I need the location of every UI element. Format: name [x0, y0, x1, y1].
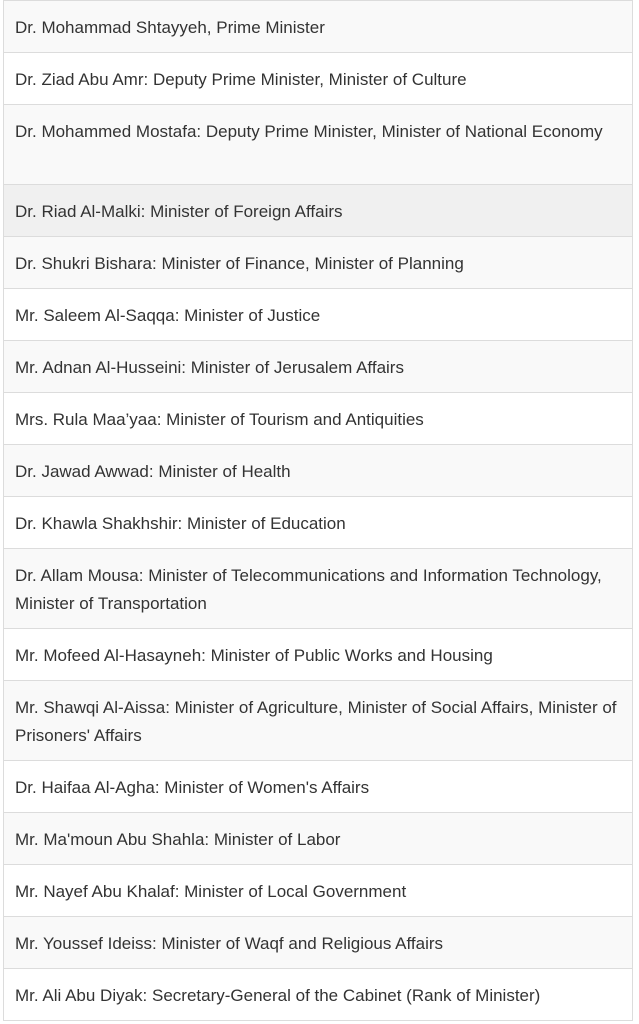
- list-item: Mr. Mofeed Al-Hasayneh: Minister of Public Works and Housing: [3, 628, 633, 681]
- list-item: Mr. Shawqi Al-Aissa: Minister of Agriculture, Minister of Social Affairs, Minister of Prisoners' Affairs: [3, 680, 633, 761]
- list-item: Mr. Saleem Al-Saqqa: Minister of Justice: [3, 288, 633, 341]
- list-item: Dr. Khawla Shakhshir: Minister of Education: [3, 496, 633, 549]
- cabinet-members-list: [3, 0, 633, 1021]
- list-item: Mr. Adnan Al-Husseini: Minister of Jerusalem Affairs: [3, 340, 633, 393]
- list-item: Dr. Shukri Bishara: Minister of Finance, Minister of Planning: [3, 236, 633, 289]
- list-item: Dr. Mohammed Mostafa: Deputy Prime Minister, Minister of National Economy: [3, 104, 633, 185]
- list-item: Mr. Nayef Abu Khalaf: Minister of Local Government: [3, 864, 633, 917]
- list-item: Dr. Riad Al-Malki: Minister of Foreign Affairs: [3, 184, 633, 237]
- list-item: Dr. Mohammad Shtayyeh, Prime Minister: [3, 0, 633, 53]
- list-item: Dr. Jawad Awwad: Minister of Health: [3, 444, 633, 497]
- list-item: Dr. Haifaa Al-Agha: Minister of Women's Affairs: [3, 760, 633, 813]
- list-item: Mrs. Rula Maa’yaa: Minister of Tourism and Antiquities: [3, 392, 633, 445]
- list-item: Dr. Allam Mousa: Minister of Telecommunications and Information Technology, Minister of Transportation: [3, 548, 633, 629]
- list-item: Dr. Ziad Abu Amr: Deputy Prime Minister, Minister of Culture: [3, 52, 633, 105]
- list-item: Mr. Ma'moun Abu Shahla: Minister of Labor: [3, 812, 633, 865]
- list-item: Mr. Ali Abu Diyak: Secretary-General of the Cabinet (Rank of Minister): [3, 968, 633, 1021]
- list-item: Mr. Youssef Ideiss: Minister of Waqf and Religious Affairs: [3, 916, 633, 969]
